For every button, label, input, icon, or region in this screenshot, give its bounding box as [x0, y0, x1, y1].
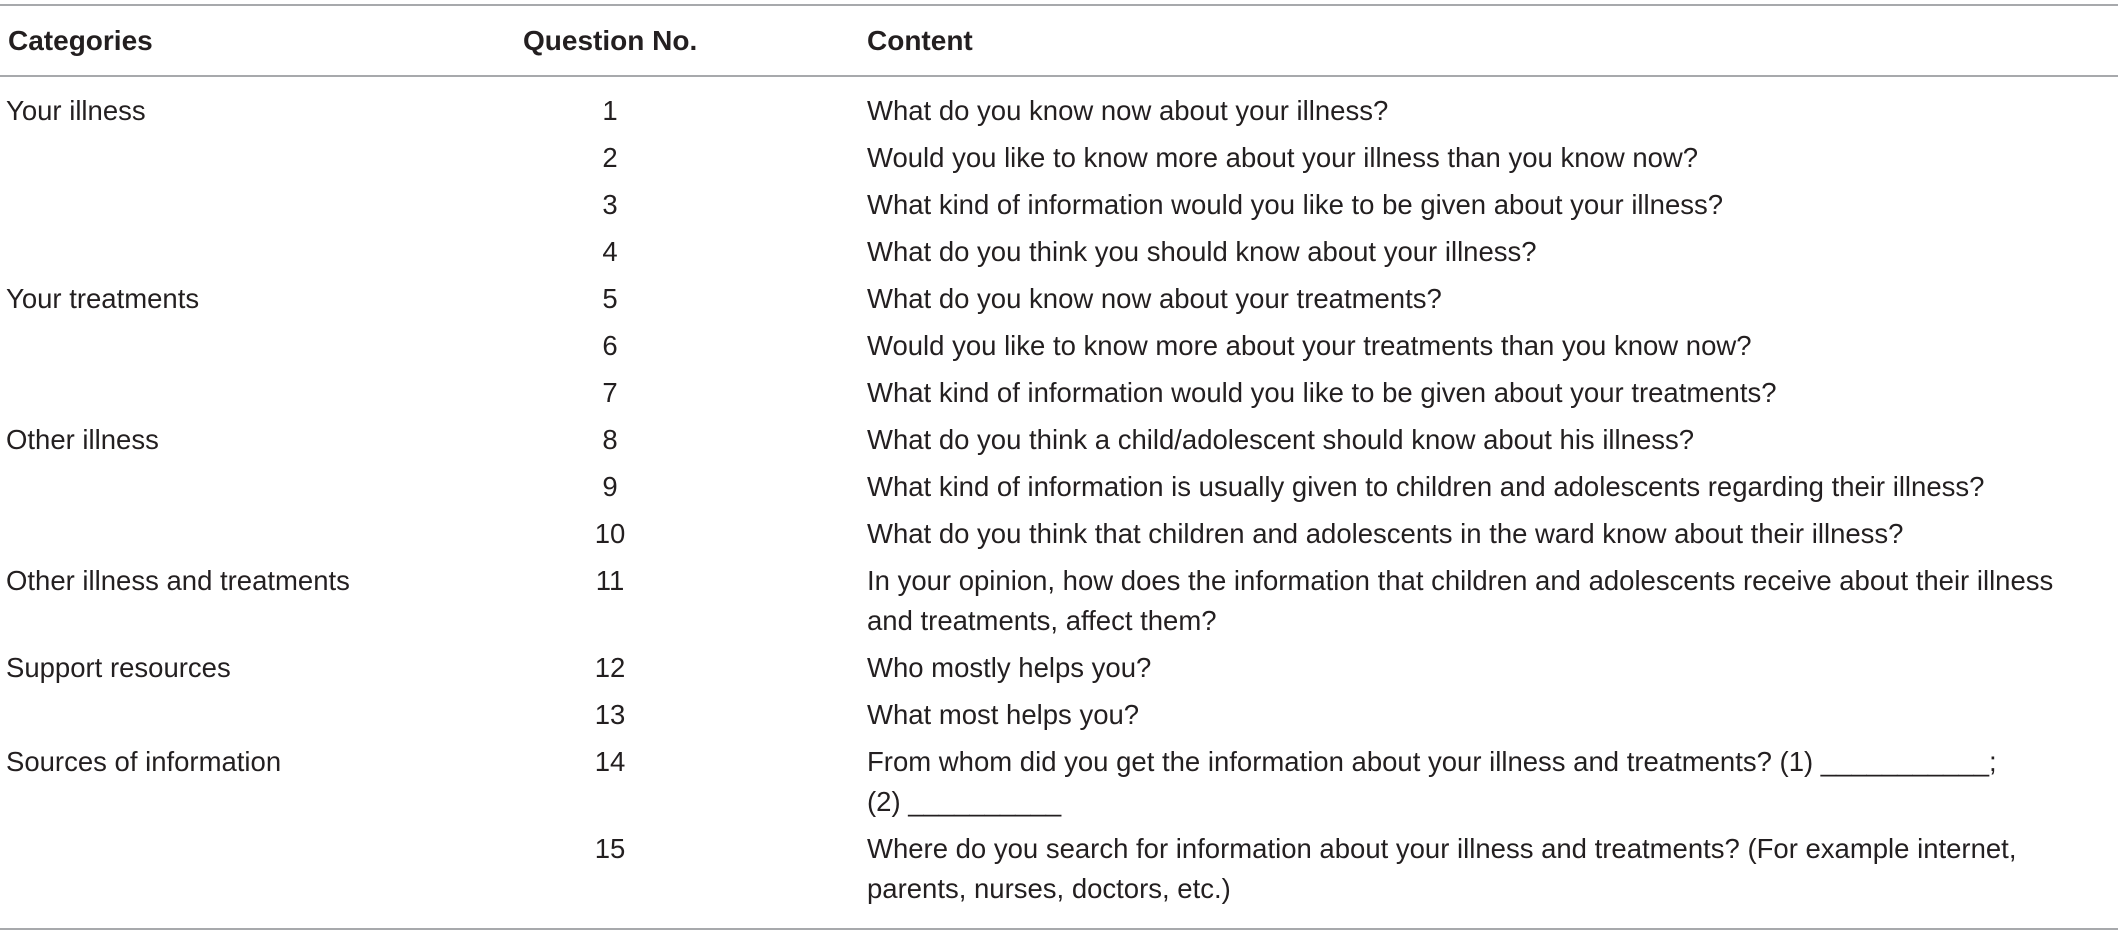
row-question-content: What do you think you should know about your illness?: [867, 236, 1537, 267]
row-question-number: 14: [594, 746, 626, 777]
row-question-content: What kind of information is usually given to children and adolescents regarding their illness?: [867, 471, 1985, 502]
row-question-number: 10: [594, 518, 626, 549]
row-question-content: What kind of information would you like to be given about your illness?: [867, 189, 1724, 220]
row-category: Other illness: [6, 424, 159, 455]
row-question-content: From whom did you get the information about your illness and treatments? (1) ___________; (2) __________: [867, 746, 1997, 817]
row-question-content: Who mostly helps you?: [867, 652, 1152, 683]
row-question-number: 1: [602, 95, 618, 126]
row-question-content: What do you know now about your illness?: [867, 95, 1389, 126]
row-question-number: 8: [602, 424, 618, 455]
header-content: Content: [867, 25, 973, 56]
table-bottom-rule: [0, 928, 2118, 930]
row-question-content: Where do you search for information about your illness and treatments? (For example internet, parents, nurses, doctors, etc.): [867, 833, 2017, 904]
header-question-no: Question No.: [523, 25, 698, 56]
row-question-number: 12: [594, 652, 626, 683]
row-question-content: What kind of information would you like to be given about your treatments?: [867, 377, 1777, 408]
row-question-content: What do you think a child/adolescent should know about his illness?: [867, 424, 1695, 455]
table-header-rule: [0, 75, 2118, 77]
row-question-number: 7: [602, 377, 618, 408]
row-category: Your illness: [6, 95, 146, 126]
table-top-rule: [0, 4, 2118, 6]
row-question-number: 6: [602, 330, 618, 361]
row-question-number: 4: [602, 236, 618, 267]
row-question-number: 9: [602, 471, 618, 502]
row-category: Your treatments: [6, 283, 200, 314]
header-categories: Categories: [8, 25, 153, 56]
row-question-content: What do you know now about your treatments?: [867, 283, 1442, 314]
row-question-number: 3: [602, 189, 618, 220]
row-question-number: 11: [595, 565, 625, 596]
row-question-content: In your opinion, how does the information that children and adolescents receive about their illness and treatments, affect them?: [867, 565, 2054, 636]
row-question-number: 2: [602, 142, 618, 173]
row-category: Support resources: [6, 652, 231, 683]
row-question-number: 5: [602, 283, 618, 314]
row-question-number: 15: [594, 833, 626, 864]
row-category: Other illness and treatments: [6, 565, 350, 596]
row-question-content: Would you like to know more about your illness than you know now?: [867, 142, 1699, 173]
row-category: Sources of information: [6, 746, 282, 777]
row-question-content: Would you like to know more about your treatments than you know now?: [867, 330, 1752, 361]
row-question-content: What most helps you?: [867, 699, 1140, 730]
row-question-content: What do you think that children and adolescents in the ward know about their illness?: [867, 518, 1904, 549]
row-question-number: 13: [594, 699, 626, 730]
